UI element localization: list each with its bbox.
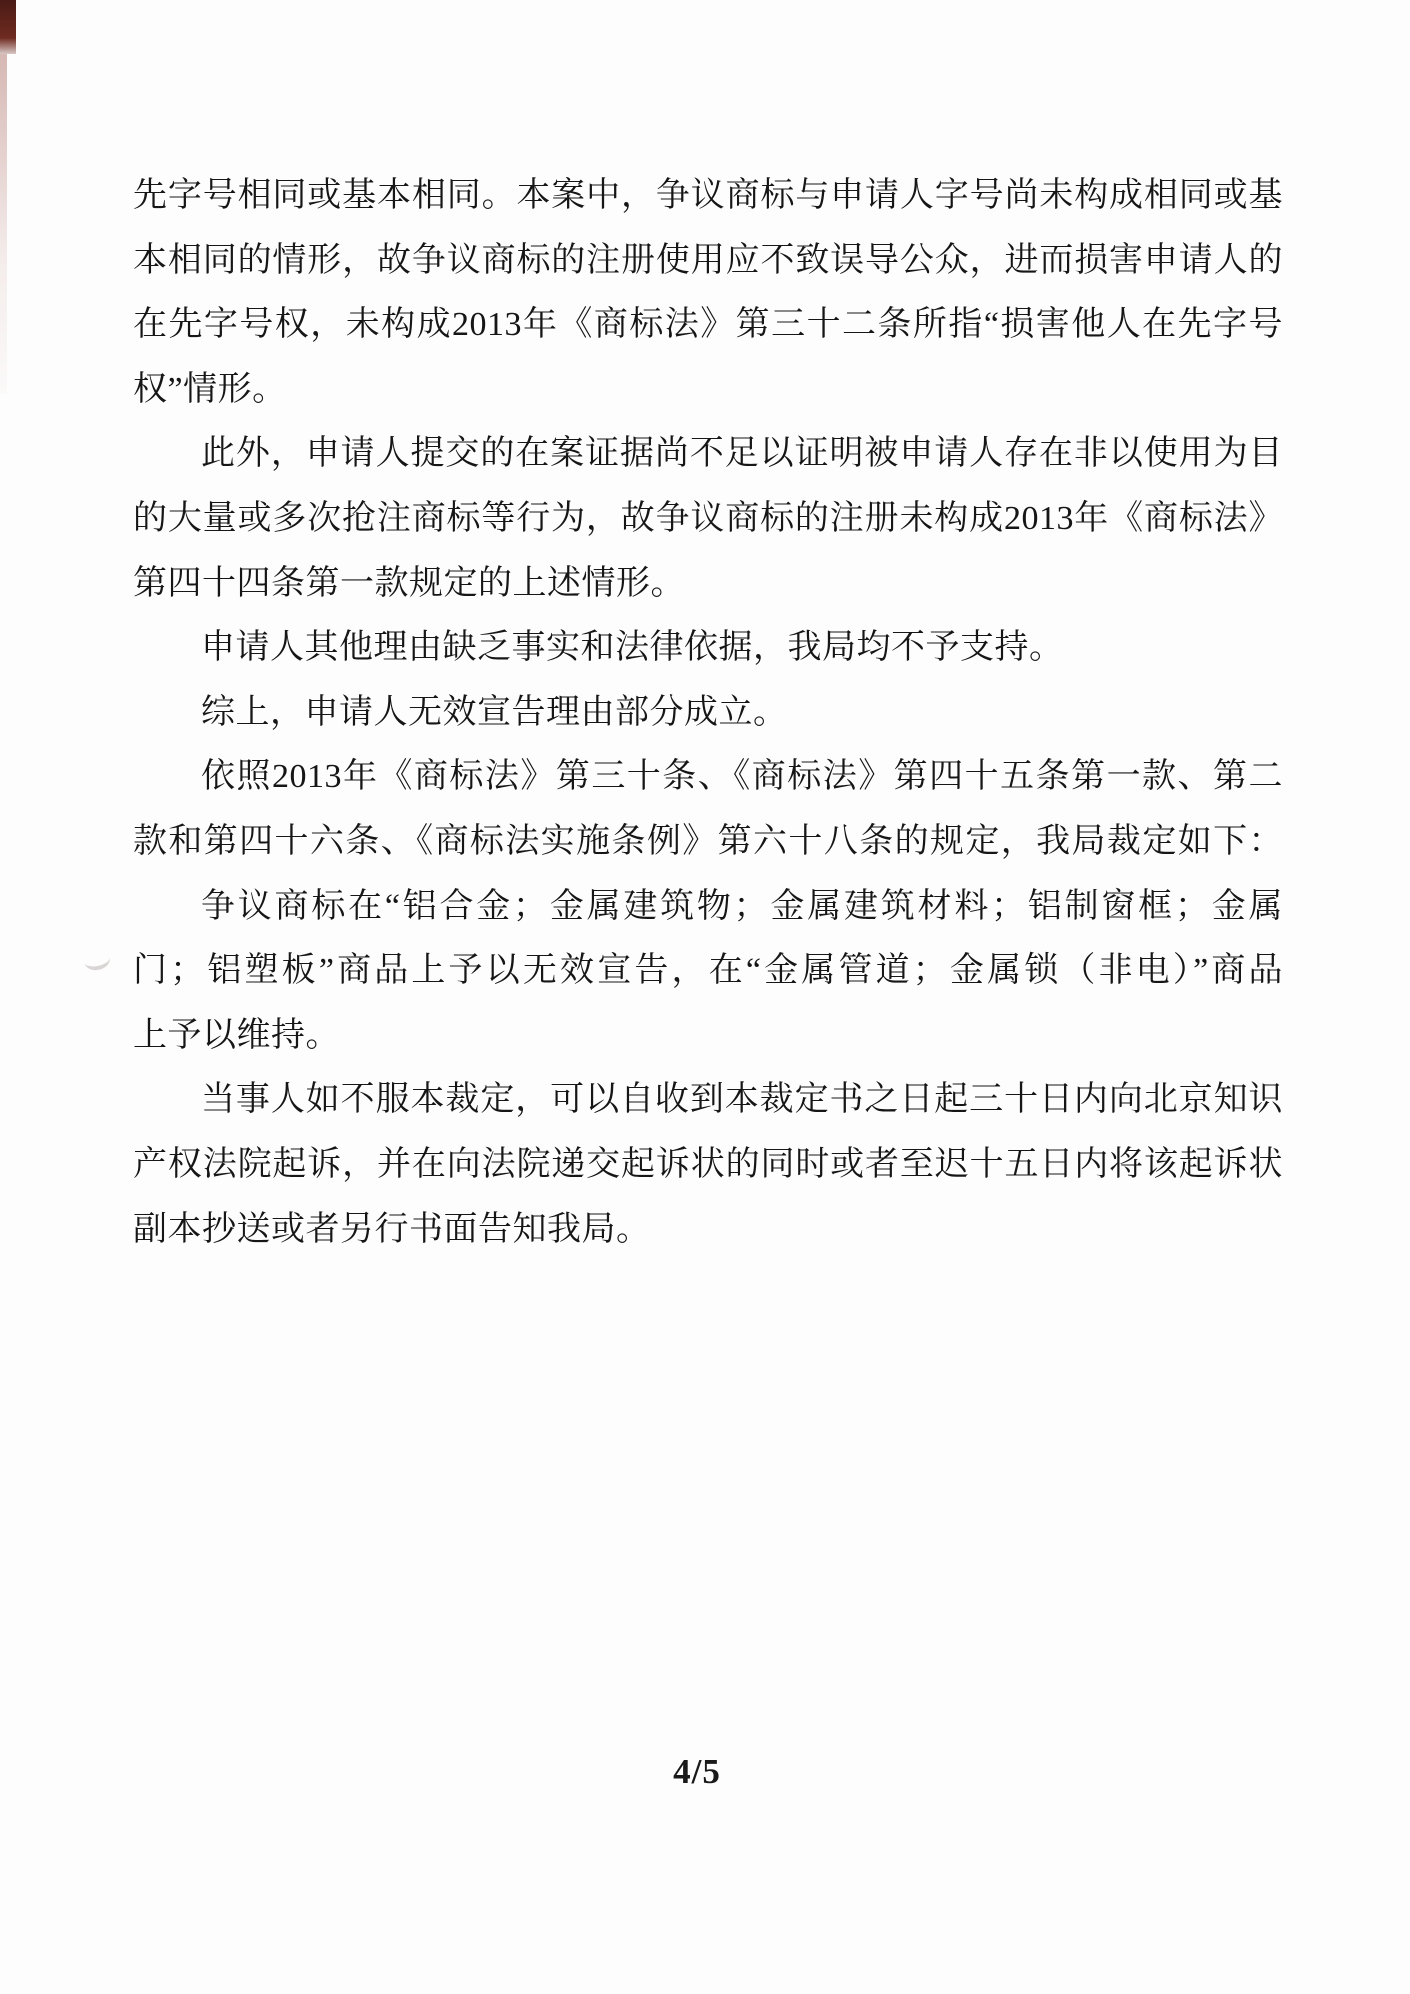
document-body-text: [133, 164, 1283, 1262]
text-line: 副本抄送或者另行书面告知我局。: [133, 1210, 651, 1248]
text-line: 申请人其他理由缺乏事实和法律依据，我局均不予支持。: [201, 629, 1064, 667]
text-line: 争议商标在“铝合金；金属建筑物；金属建筑材料；铝制窗框；金属: [201, 887, 1283, 925]
text-line: 此外，申请人提交的在案证据尚不足以证明被申请人存在非以使用为目: [201, 435, 1283, 473]
text-line: 综上，申请人无效宣告理由部分成立。: [201, 693, 788, 731]
text-line: 本相同的情形，故争议商标的注册使用应不致误导公众，进而损害申请人的: [133, 241, 1283, 279]
text-line: 第四十四条第一款规定的上述情形。: [133, 564, 685, 602]
text-line: 款和第四十六条、《商标法实施条例》第六十八条的规定，我局裁定如下：: [133, 822, 1283, 860]
text-line: 当事人如不服本裁定，可以自收到本裁定书之日起三十日内向北京知识: [201, 1081, 1283, 1119]
text-line: 在先字号权，未构成2013年《商标法》第三十二条所指“损害他人在先字号: [133, 306, 1283, 344]
text-line: 权”情形。: [133, 370, 287, 408]
text-line: 的大量或多次抢注商标等行为，故争议商标的注册未构成2013年《商标法》: [133, 499, 1283, 537]
text-line: 先字号相同或基本相同。本案中，争议商标与申请人字号尚未构成相同或基: [133, 177, 1283, 214]
scan-artifact-left-edge: [0, 54, 7, 394]
page-number: 4/5: [673, 1752, 721, 1791]
text-line: 产权法院起诉，并在向法院递交起诉状的同时或者至迟十五日内将该起诉状: [133, 1145, 1283, 1183]
margin-smudge-mark: [82, 948, 112, 973]
text-line: 上予以维持。: [133, 1016, 340, 1054]
scan-artifact-top-left-corner: [0, 0, 16, 54]
text-line: 依照2013年《商标法》第三十条、《商标法》第四十五条第一款、第二: [201, 758, 1283, 796]
text-line: 门；铝塑板”商品上予以无效宣告，在“金属管道；金属锁（非电）”商品: [133, 952, 1283, 990]
